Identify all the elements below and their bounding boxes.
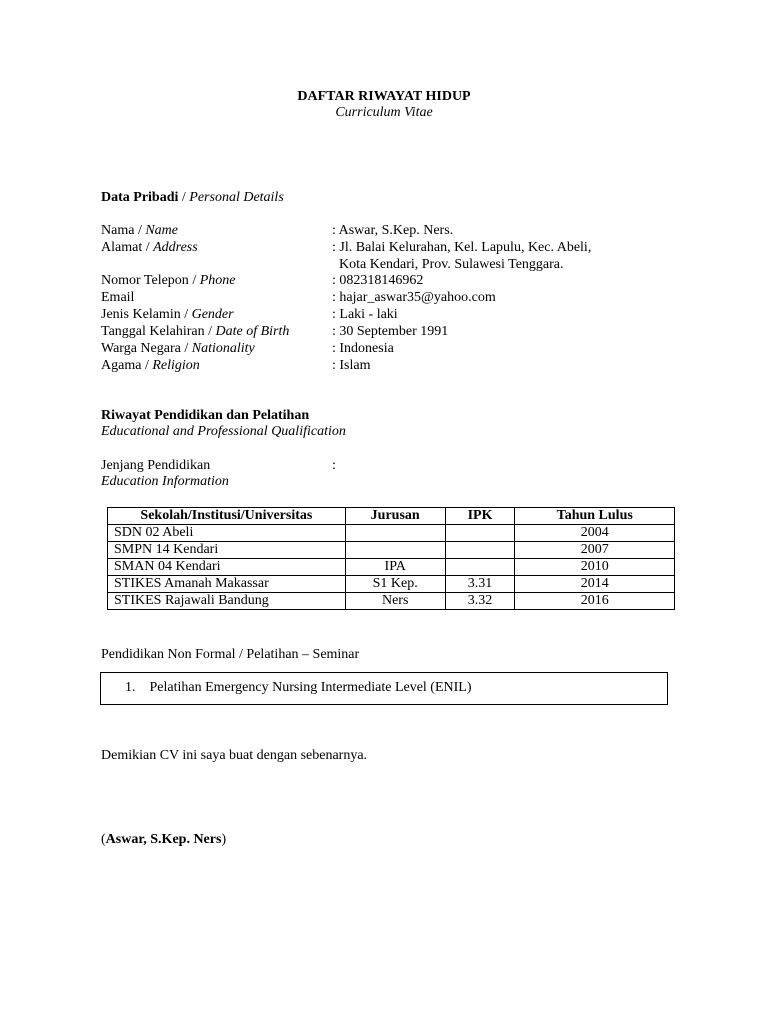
field-value-religion: : Islam [332,358,371,373]
cell-gpa [445,559,515,576]
field-value-nationality: : Indonesia [332,341,394,356]
field-label-name: Nama / Name [101,223,178,238]
cell-year: 2004 [515,525,675,542]
cell-year: 2010 [515,559,675,576]
cell-school: SDN 02 Abeli [108,525,346,542]
field-label-dob: Tanggal Kelahiran / Date of Birth [101,324,290,339]
cell-gpa [445,542,515,559]
cell-major: Ners [345,593,445,610]
table-header-row [108,508,675,525]
table-row [108,576,675,593]
education-level-colon: : [332,458,336,473]
header-gpa: IPK [445,508,515,525]
cell-year: 2016 [515,593,675,610]
header-school: Sekolah/Institusi/Universitas [108,508,346,525]
table-row [108,542,675,559]
header-graduation-year: Tahun Lulus [515,508,675,525]
field-label-religion: Agama / Religion [101,358,200,373]
cell-major: IPA [345,559,445,576]
field-label-email: Email [101,290,135,305]
cell-gpa [445,525,515,542]
table-row [108,593,675,610]
field-value-email: : hajar_aswar35@yahoo.com [332,290,496,305]
education-level-label: Jenjang Pendidikan [101,458,211,473]
education-heading: Riwayat Pendidikan dan Pelatihan [101,408,310,423]
field-label-gender: Jenis Kelamin / Gender [101,307,234,322]
cell-school: STIKES Rajawali Bandung [108,593,346,610]
signature-name: Aswar, S.Kep. Ners [105,832,222,847]
document-subtitle: Curriculum Vitae [335,105,433,120]
nonformal-item: 1. Pelatihan Emergency Nursing Intermediate Level (ENIL) [125,680,472,695]
cell-gpa: 3.31 [445,576,515,593]
education-heading-en: Educational and Professional Qualification [101,424,346,439]
table-row [108,525,675,542]
education-table [107,507,675,610]
nonformal-heading: Pendidikan Non Formal / Pelatihan – Seminar [101,647,360,662]
field-value-dob: : 30 September 1991 [332,324,449,339]
heading-id: Data Pribadi [101,190,179,205]
field-value-address-line2: Kota Kendari, Prov. Sulawesi Tenggara. [339,257,564,272]
personal-details-heading [101,189,284,206]
field-label-nationality: Warga Negara / Nationality [101,341,255,356]
header-major: Jurusan [345,508,445,525]
cell-gpa: 3.32 [445,593,515,610]
table-row [108,559,675,576]
document-title: DAFTAR RIWAYAT HIDUP [297,89,471,104]
cell-major [345,542,445,559]
field-value-address: : Jl. Balai Kelurahan, Kel. Lapulu, Kec. Abeli, [332,240,592,255]
signature: (Aswar, S.Kep. Ners) [101,832,227,847]
cell-year: 2007 [515,542,675,559]
heading-en: Personal Details [189,190,284,205]
field-value-name: : Aswar, S.Kep. Ners. [332,223,454,238]
education-level-label-en: Education Information [101,474,229,489]
field-label-address: Alamat / Address [101,240,198,255]
heading-separator: / [178,190,190,205]
closing-statement: Demikian CV ini saya buat dengan sebenarnya. [101,748,368,763]
field-label-phone: Nomor Telepon / Phone [101,273,236,288]
field-value-phone: : 082318146962 [332,273,424,288]
nonformal-box [100,672,668,705]
cell-school: STIKES Amanah Makassar [108,576,346,593]
cell-major: S1 Kep. [345,576,445,593]
cell-school: SMPN 14 Kendari [108,542,346,559]
cell-major [345,525,445,542]
cell-school: SMAN 04 Kendari [108,559,346,576]
field-value-gender: : Laki - laki [332,307,398,322]
cell-year: 2014 [515,576,675,593]
